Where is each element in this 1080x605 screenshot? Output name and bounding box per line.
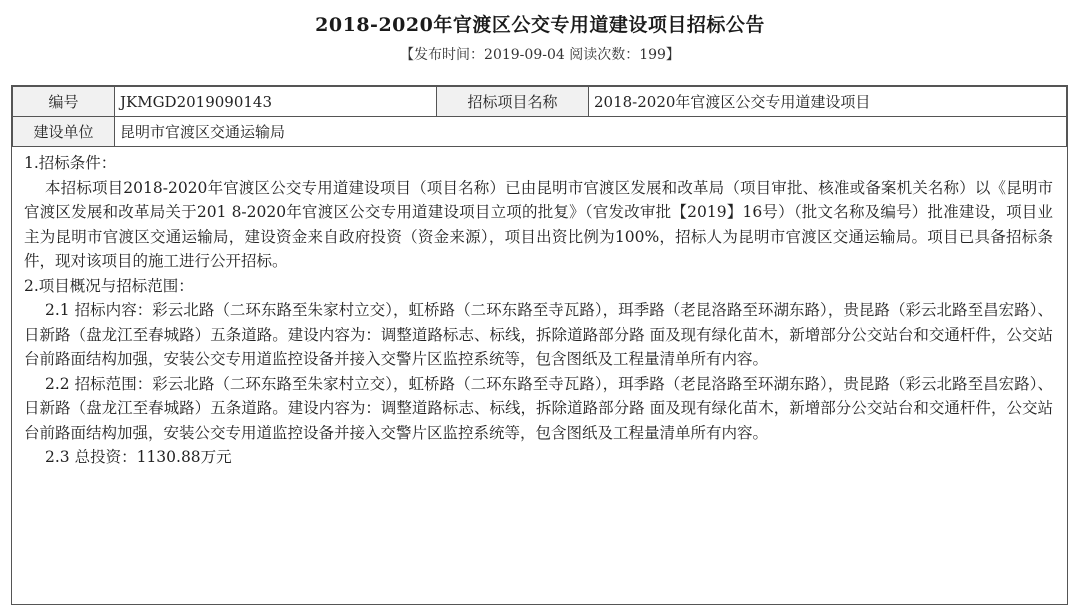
project-name-label: 招标项目名称 bbox=[437, 87, 589, 117]
info-table bbox=[12, 86, 1067, 147]
section-2-1-paragraph: 2.1 招标内容：彩云北路（二环东路至朱家村立交），虹桥路（二环东路至寺瓦路），珥季路（老昆洛路至环湖东路），贵昆路（彩云北路至昌宏路）、日新路（盘龙江至春城路）五条道路。建设内容为：调整道路标志、标线，拆除道路部分路 面及现有绿化苗木，新增部分公交站台和交通杆件，公交站台前路面结构加强，安装公交专用道监控设备并接入交警片区监控系统等，包含图纸及工程量清单所有内容。 bbox=[24, 301, 1053, 368]
project-name-value: 2018-2020年官渡区公交专用道建设项目 bbox=[589, 87, 1067, 117]
number-label: 编号 bbox=[13, 87, 115, 117]
announcement-body bbox=[12, 147, 1067, 470]
section-1-paragraph: 本招标项目2018-2020年官渡区公交专用道建设项目（项目名称）已由昆明市官渡区发展和改革局（项目审批、核准或备案机关名称）以《昆明市官渡区发展和改革局关于201 8-2020年官渡区公交专用道建设项目立项的批复》（官发改审批【2019】16号）（批文名称及编号）批准建设，项目业主为昆明市官渡区交通运输局，建设资金来自政府投资（资金来源），项目出资比例为100%，招标人为昆明市官渡区交通运输局。项目已具备招标条件，现对该项目的施工进行公开招标。 bbox=[24, 178, 1053, 270]
unit-value: 昆明市官渡区交通运输局 bbox=[115, 117, 1067, 147]
section-2-3-paragraph: 2.3 总投资：1130.88万元 bbox=[45, 448, 232, 466]
number-value: JKMGD2019090143 bbox=[115, 87, 437, 117]
section-2-heading: 2.项目概况与招标范围： bbox=[24, 276, 194, 295]
unit-label: 建设单位 bbox=[13, 117, 115, 147]
section-1-heading: 1.招标条件： bbox=[24, 154, 117, 172]
page-title: 2018-2020年官渡区公交专用道建设项目招标公告 bbox=[315, 14, 765, 36]
publish-meta: 【发布时间：2019-09-04 阅读次数：199】 bbox=[400, 47, 680, 63]
info-row-number bbox=[13, 87, 1067, 117]
info-row-unit bbox=[13, 117, 1067, 147]
section-2-2-paragraph: 2.2 招标范围：彩云北路（二环东路至朱家村立交），虹桥路（二环东路至寺瓦路），珥季路（老昆洛路至环湖东路），贵昆路（彩云北路至昌宏路）、日新路（盘龙江至春城路）五条道路。建设内容为：调整道路标志、标线，拆除道路部分路 面及现有绿化苗木，新增部分公交站台和交通杆件，公交站台前路面结构加强，安装公交专用道监控设备并接入交警片区监控系统等，包含图纸及工程量清单所有内容。 bbox=[24, 374, 1053, 442]
announcement-frame bbox=[11, 85, 1068, 605]
